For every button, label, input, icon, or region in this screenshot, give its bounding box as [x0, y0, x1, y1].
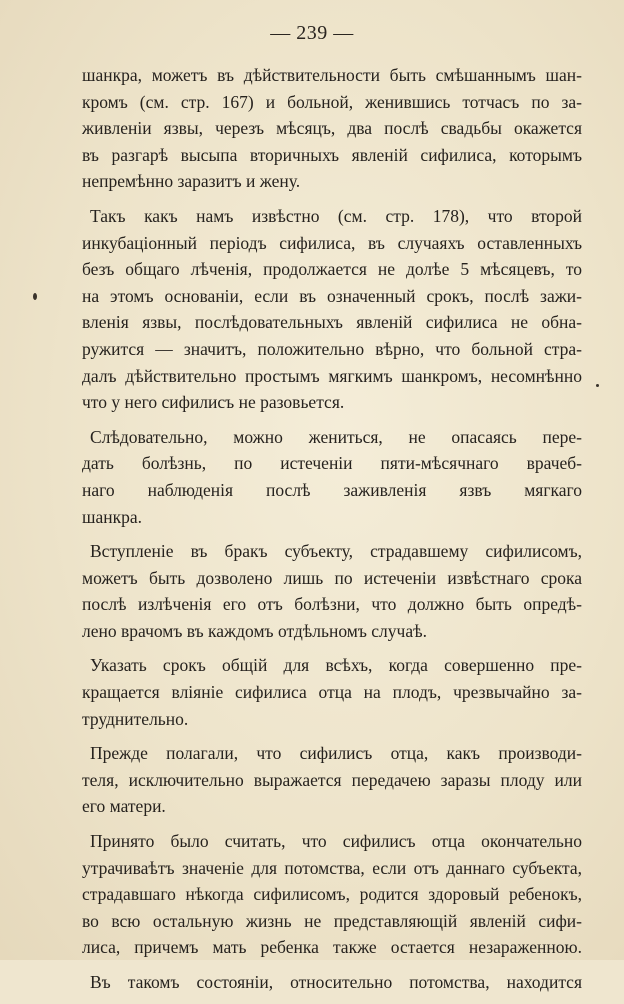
text-line: живленіи язвы, черезъ мѣсяцъ, два послѣ свадьбы окажется: [82, 118, 582, 139]
paragraph: [82, 969, 582, 996]
text-line: послѣ излѣченія его отъ болѣзни, что должно быть опредѣ-: [82, 594, 582, 615]
ink-speck: [33, 293, 37, 300]
text-line: его матери.: [82, 796, 166, 817]
paragraph: [82, 62, 582, 195]
text-line: теля, исключительно выражается передачею заразы плоду или: [82, 769, 582, 790]
body-text: [82, 62, 582, 1004]
text-line: лиса, причемъ мать ребенка также остается незараженною.: [82, 937, 582, 958]
text-line: можетъ быть дозволено лишь по истеченіи извѣстнаго срока: [82, 567, 582, 588]
text-line: шанкра.: [82, 506, 143, 527]
text-line: Указать срокъ общій для всѣхъ, когда совершенно пре-: [90, 655, 582, 676]
text-line: Прежде полагали, что сифилисъ отца, какъ производи-: [90, 743, 582, 764]
text-line: во всю остальную жизнь не представляющій явленій сифи-: [82, 910, 582, 931]
text-line: вленія язвы, послѣдовательныхъ явленій сифилиса не обна-: [82, 312, 582, 333]
ink-speck: [596, 384, 599, 387]
paragraph: [82, 828, 582, 961]
text-line: въ разгарѣ высыпа вторичныхъ явленій сифилиса, которымъ: [82, 144, 582, 165]
text-line: непремѣнно заразитъ и жену.: [82, 171, 301, 192]
text-line: ружится — значитъ, положительно вѣрно, что больной стра-: [82, 338, 582, 359]
text-line: кращается вліяніе сифилиса отца на плодъ, чрезвычайно за-: [82, 682, 582, 703]
page-number: — 239 —: [270, 22, 354, 44]
text-line: Такъ какъ намъ извѣстно (см. стр. 178), что второй: [90, 205, 582, 226]
paragraph: [82, 203, 582, 416]
text-line: на этомъ основаніи, если въ означенный срокъ, послѣ зажи-: [82, 285, 582, 306]
paragraph: [82, 740, 582, 820]
text-line: страдавшаго нѣкогда сифилисомъ, родится здоровый ребенокъ,: [82, 884, 582, 905]
text-line: Слѣдовательно, можно жениться, не опасаясь пере-: [90, 426, 582, 447]
text-line: безъ общаго лѣченія, продолжается не долѣе 5 мѣсяцевъ, то: [82, 259, 582, 280]
text-line: дать болѣзнь, по истеченіи пяти-мѣсячнаго врачеб-: [82, 453, 582, 474]
paragraph: [82, 424, 582, 530]
text-line: труднительно.: [82, 708, 189, 729]
text-line: Въ такомъ состояніи, относительно потомства, находится: [90, 972, 582, 992]
text-line: Принято было считать, что сифилисъ отца окончательно: [90, 831, 582, 852]
text-line: шанкра, можетъ въ дѣйствительности быть смѣшаннымъ шан-: [82, 65, 582, 85]
text-line: лено врачомъ въ каждомъ отдѣльномъ случаѣ.: [82, 620, 427, 641]
text-line: наго наблюденія послѣ заживленія язвъ мягкаго: [82, 479, 582, 500]
paragraph: [82, 652, 582, 732]
text-line: что у него сифилисъ не разовьется.: [82, 392, 345, 413]
text-line: утрачиваѣтъ значеніе для потомства, если отъ даннаго субъекта,: [82, 857, 582, 878]
paragraph: [82, 538, 582, 644]
text-line: инкубаціонный періодъ сифилиса, въ случаяхъ оставленныхъ: [82, 232, 582, 253]
text-line: кромъ (см. стр. 167) и больной, женившись тотчасъ по за-: [82, 91, 582, 112]
text-line: Вступленіе въ бракъ субъекту, страдавшему сифилисомъ,: [90, 541, 582, 562]
text-line: далъ дѣйствительно простымъ мягкимъ шанкромъ, несомнѣнно: [82, 365, 582, 386]
